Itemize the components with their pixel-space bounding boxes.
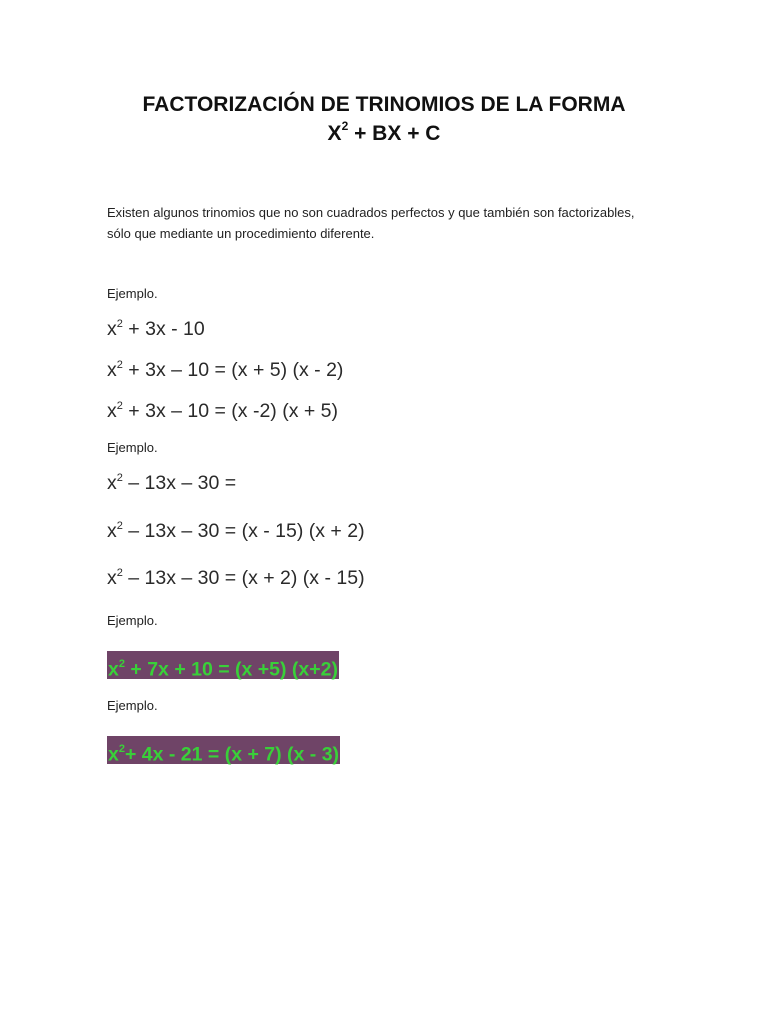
example-label: Ejemplo. [107,286,158,301]
eq-rest: + 3x – 10 = (x + 5) (x - 2) [122,359,344,381]
eq-base: x [107,359,117,381]
eq-exponent: 2 [116,399,123,412]
highlighted-equation [107,736,340,764]
equation-line [107,472,236,495]
eq-base: x [108,743,119,766]
eq-base: x [107,400,117,422]
eq-exponent: 2 [116,358,123,371]
eq-exponent: 2 [116,317,123,330]
intro-line: Existen algunos trinomios que no son cuadrados perfectos y que también son factorizables, [107,205,635,220]
intro-line: sólo que mediante un procedimiento diferente. [107,226,375,241]
example-label: Ejemplo. [107,613,158,628]
intro-paragraph [107,202,687,244]
eq-rest: – 13x – 30 = (x - 15) (x + 2) [122,520,365,542]
eq-exponent: 2 [116,519,123,532]
eq-rest: + 3x - 10 [122,318,205,340]
document-title: FACTORIZACIÓN DE TRINOMIOS DE LA FORMA [142,93,626,116]
eq-rest: – 13x – 30 = (x + 2) (x - 15) [122,567,365,589]
eq-base: x [107,472,117,494]
equation-line [107,567,365,590]
eq-base: x [107,567,117,589]
eq-rest: – 13x – 30 = [122,472,237,494]
example-label: Ejemplo. [107,440,158,455]
eq-exponent: 2 [118,743,125,755]
eq-exponent: 2 [116,471,123,484]
document-subtitle-formula [0,121,768,146]
eq-rest: + 3x – 10 = (x -2) (x + 5) [122,400,339,422]
eq-base: x [107,318,117,340]
eq-rest: + 4x - 21 = (x + 7) (x - 3) [124,743,340,766]
formula-exponent: 2 [341,119,349,133]
equation-line [107,520,365,543]
highlighted-equation [107,651,339,679]
eq-rest: + 7x + 10 = (x +5) (x+2) [124,658,338,681]
formula-rest: + BX + C [348,122,441,145]
eq-base: x [107,520,117,542]
equation-line [107,400,338,423]
example-label: Ejemplo. [107,698,158,713]
eq-base: x [108,658,119,681]
eq-exponent: 2 [118,658,125,670]
equation-line [107,359,343,382]
equation-line [107,318,205,341]
eq-exponent: 2 [116,566,123,579]
formula-base: X [327,122,342,145]
